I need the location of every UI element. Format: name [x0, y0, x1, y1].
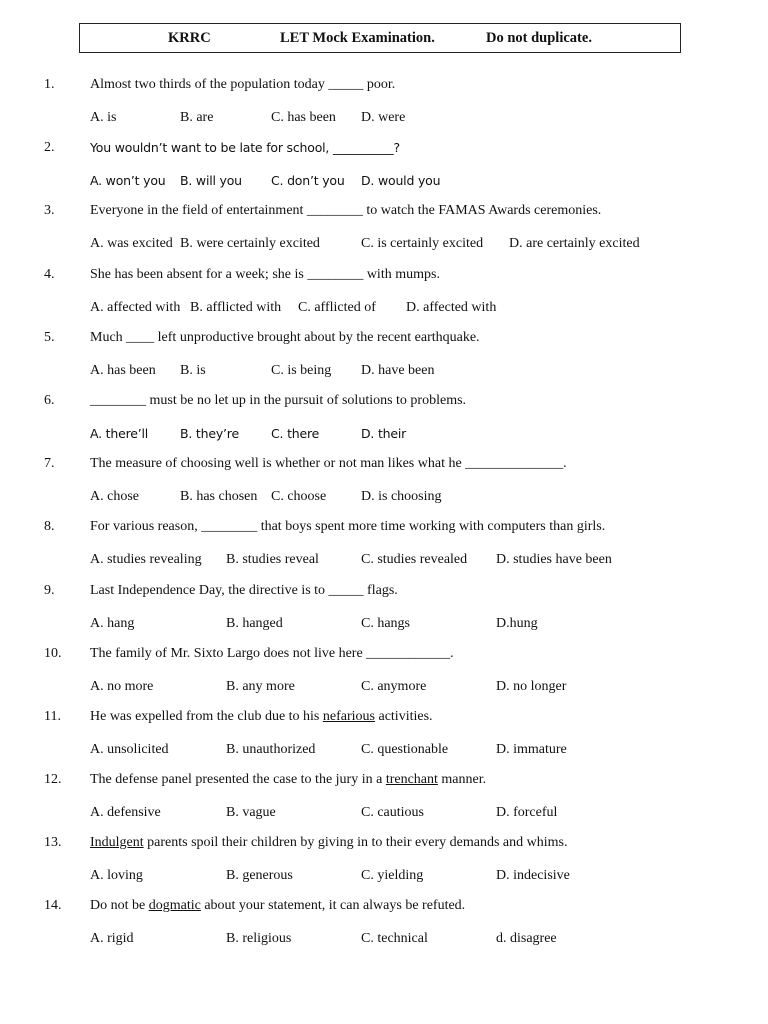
answer-options [90, 300, 730, 320]
answer-option: D. have been [361, 362, 435, 378]
answer-options [90, 616, 730, 636]
question-item [0, 646, 768, 709]
answer-options [90, 931, 730, 951]
answer-options [90, 679, 730, 699]
stem-text-pre: Last Independence Day, the directive is to _____ flags. [90, 582, 398, 598]
question-number: 14. [44, 898, 62, 914]
answer-option: A. no more [90, 678, 154, 694]
question-stem [90, 140, 400, 155]
question-item [0, 772, 768, 835]
question-number: 2. [44, 140, 55, 156]
answer-option: D.hung [496, 615, 538, 631]
stem-text-post: manner. [437, 772, 487, 788]
question-number: 6. [44, 392, 55, 408]
question-stem [90, 709, 433, 725]
question-stem [90, 519, 605, 535]
answer-option: d. disagree [496, 931, 557, 947]
question-item [0, 203, 768, 266]
answer-option: A. won’t you [90, 173, 166, 189]
answer-option: B. they’re [180, 425, 239, 441]
underlined-word: nefarious [322, 708, 375, 724]
question-item [0, 140, 768, 203]
question-stem [90, 267, 440, 283]
answer-option: C. afflicted of [298, 299, 376, 315]
answer-option: A. rigid [90, 931, 134, 947]
answer-option: D. indecisive [496, 868, 570, 884]
stem-text-pre: Much ____ left unproductive brought about by the recent earthquake. [90, 329, 480, 345]
exam-header [79, 23, 681, 53]
answer-option: A. loving [90, 868, 143, 884]
answer-options [90, 805, 730, 825]
answer-option: C. has been [271, 110, 336, 125]
question-item [0, 267, 768, 330]
answer-option: B. has chosen [180, 489, 258, 505]
question-number: 10. [44, 645, 62, 661]
question-item [0, 330, 768, 393]
stem-text-pre: The family of Mr. Sixto Largo does not live here ____________. [90, 645, 454, 661]
question-list [0, 77, 768, 962]
question-stem [90, 330, 480, 346]
question-item [0, 835, 768, 898]
question-number: 11. [44, 708, 61, 724]
answer-option: B. any more [226, 678, 295, 694]
question-stem [90, 898, 465, 914]
stem-text-pre: The measure of choosing well is whether or not man likes what he ______________. [90, 456, 567, 472]
stem-text-post: parents spoil their children by giving in to their every demands and whims. [143, 835, 568, 851]
stem-text-pre: Do not be [90, 898, 149, 914]
answer-option: C. yielding [361, 868, 424, 884]
answer-option: C. cautious [361, 805, 424, 821]
underlined-word: Indulgent [90, 835, 144, 851]
question-stem [90, 203, 601, 219]
answer-option: C. is being [271, 362, 332, 378]
answer-option: C. studies revealed [361, 552, 468, 568]
answer-option: C. is certainly excited [361, 236, 484, 252]
question-number: 4. [44, 266, 55, 282]
answer-options [90, 236, 730, 256]
header-exam-title: LET Mock Examination. [280, 30, 435, 46]
stem-text-pre: The defense panel presented the case to the jury in a [90, 772, 386, 788]
question-stem [90, 772, 486, 788]
question-item [0, 77, 768, 140]
answer-option: B. studies reveal [226, 552, 319, 568]
answer-option: C. there [271, 425, 320, 441]
answer-option: B. afflicted with [190, 299, 282, 315]
answer-options [90, 552, 730, 572]
underlined-word: trenchant [385, 772, 438, 788]
answer-options [90, 363, 730, 383]
question-item [0, 393, 768, 456]
answer-option: D. their [361, 425, 407, 441]
stem-text-pre: Almost two thirds of the population today _____ poor. [90, 77, 396, 92]
question-number: 12. [44, 772, 62, 788]
answer-option: C. don’t you [271, 173, 345, 189]
answer-options [90, 489, 730, 509]
answer-option: D. immature [496, 741, 567, 757]
answer-option: A. unsolicited [90, 741, 169, 757]
stem-text-pre: You wouldn’t want to be late for school, __________? [90, 140, 400, 156]
question-stem [90, 77, 395, 93]
answer-options [90, 110, 730, 130]
answer-option: C. anymore [361, 678, 427, 694]
question-number: 5. [44, 329, 55, 345]
answer-option: D. is choosing [361, 489, 442, 505]
answer-option: A. hang [90, 615, 135, 631]
answer-option: D. would you [361, 173, 441, 189]
header-notice: Do not duplicate. [486, 30, 592, 46]
question-item [0, 519, 768, 582]
question-number: 9. [44, 582, 55, 598]
answer-option: C. choose [271, 489, 327, 505]
answer-option: D. no longer [496, 678, 567, 694]
underlined-word: dogmatic [148, 898, 201, 914]
answer-option: C. technical [361, 931, 428, 947]
question-stem [90, 456, 567, 472]
answer-options [90, 426, 730, 446]
answer-option: D. forceful [496, 805, 558, 821]
answer-option: A. studies revealing [90, 552, 202, 568]
stem-text-post: activities. [374, 708, 433, 724]
answer-options [90, 868, 730, 888]
question-stem [90, 583, 398, 599]
answer-option: A. chose [90, 489, 139, 505]
answer-options [90, 173, 730, 193]
answer-options [90, 742, 730, 762]
question-number: 3. [44, 203, 55, 219]
answer-option: B. unauthorized [226, 741, 316, 757]
question-number: 13. [44, 835, 62, 851]
question-number: 1. [44, 77, 55, 92]
answer-option: C. questionable [361, 741, 449, 757]
header-org: KRRC [168, 30, 211, 46]
answer-option: B. is [180, 362, 206, 378]
answer-option: B. vague [226, 805, 276, 821]
stem-text-pre: ________ must be no let up in the pursuit of solutions to problems. [90, 392, 467, 408]
answer-option: B. hanged [226, 615, 283, 631]
question-item [0, 709, 768, 772]
question-item [0, 583, 768, 646]
question-item [0, 898, 768, 961]
answer-option: A. was excited [90, 236, 173, 252]
stem-text-post: about your statement, it can always be refuted. [200, 898, 466, 914]
stem-text-pre: For various reason, ________ that boys spent more time working with computers than girls. [90, 519, 606, 535]
answer-option: B. will you [180, 173, 242, 189]
answer-option: B. are [180, 110, 214, 125]
answer-option: D. are certainly excited [509, 236, 640, 252]
answer-option: A. affected with [90, 299, 181, 315]
answer-option: A. is [90, 110, 117, 125]
question-number: 7. [44, 456, 55, 472]
question-number: 8. [44, 519, 55, 535]
answer-option: D. affected with [406, 299, 497, 315]
answer-option: B. generous [226, 868, 293, 884]
stem-text-pre: She has been absent for a week; she is ________ with mumps. [90, 266, 440, 282]
stem-text-pre: He was expelled from the club due to his [90, 708, 323, 724]
answer-option: C. hangs [361, 615, 410, 631]
question-stem [90, 835, 567, 851]
answer-option: D. were [361, 110, 406, 125]
answer-option: B. were certainly excited [180, 236, 320, 252]
answer-option: A. has been [90, 362, 156, 378]
answer-option: A. defensive [90, 805, 161, 821]
answer-option: A. there’ll [90, 425, 149, 441]
answer-option: B. religious [226, 931, 292, 947]
answer-option: D. studies have been [496, 552, 612, 568]
question-item [0, 456, 768, 519]
question-stem [90, 646, 454, 662]
question-stem [90, 393, 466, 409]
stem-text-pre: Everyone in the field of entertainment ________ to watch the FAMAS Awards ceremonies. [90, 203, 602, 219]
